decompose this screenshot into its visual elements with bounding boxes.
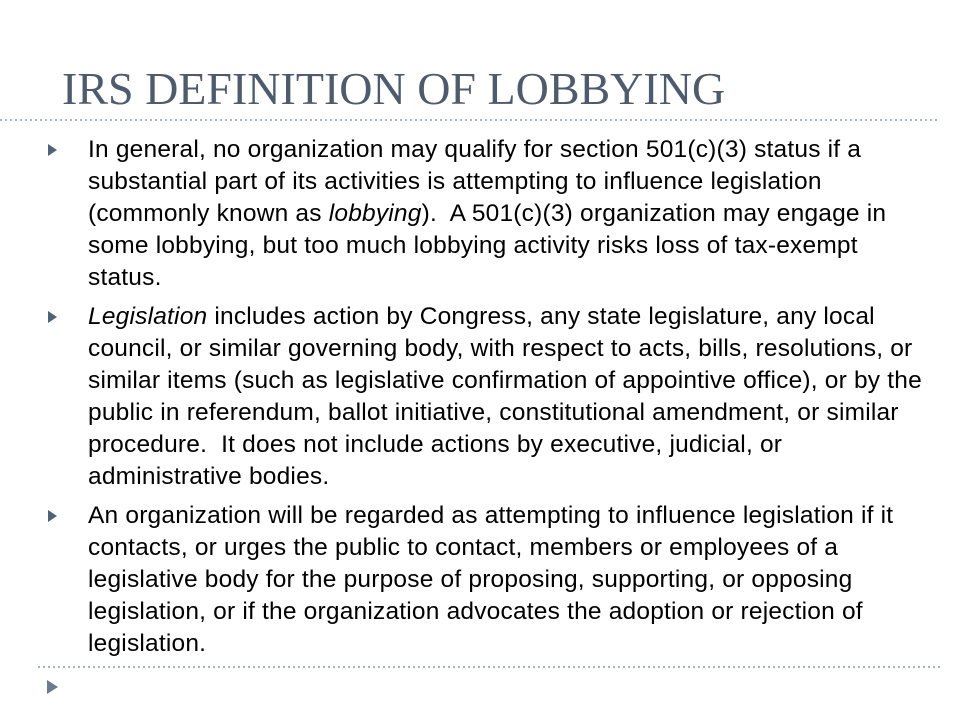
bullet-line: legislation, or if the organization advocates the adoption or rejection of xyxy=(88,598,863,625)
title-divider xyxy=(0,119,940,121)
triangle-bullet-icon xyxy=(48,510,57,522)
bullet-line: substantial part of its activities is attempting to influence legislation xyxy=(88,168,822,195)
slide-title: IRS DEFINITION OF LOBBYING xyxy=(62,63,726,114)
bullet-item xyxy=(0,500,960,660)
bullet-line: legislation. xyxy=(88,630,207,657)
triangle-bullet-icon xyxy=(48,144,57,156)
bullet-line: council, or similar governing body, with respect to acts, bills, resolutions, or xyxy=(88,335,913,362)
bullet-line: In general, no organization may qualify for section 501(c)(3) status if a xyxy=(88,136,862,163)
bullet-line: legislative body for the purpose of proposing, supporting, or opposing xyxy=(88,566,853,593)
triangle-bullet-icon xyxy=(48,311,57,323)
footer-divider xyxy=(38,666,940,668)
bullet-line: procedure. It does not include actions by executive, judicial, or xyxy=(88,431,783,458)
emphasized-term: Legislation xyxy=(88,303,208,330)
bullet-line: An organization will be regarded as attempting to influence legislation if it xyxy=(88,502,894,529)
bullet-line: public in referendum, ballot initiative, constitutional amendment, or similar xyxy=(88,399,899,426)
bullet-item xyxy=(0,301,960,493)
bullet-item xyxy=(0,134,960,294)
bullet-line xyxy=(88,301,960,333)
bullet-line: status. xyxy=(88,264,162,291)
bullet-line: administrative bodies. xyxy=(88,463,330,490)
bullet-line: similar items (such as legislative confirmation of appointive office), or by the xyxy=(88,367,922,394)
triangle-right-icon xyxy=(47,680,58,694)
bullet-list xyxy=(0,134,960,660)
line-text: (commonly known as xyxy=(88,200,329,227)
bullet-line: some lobbying, but too much lobbying activity risks loss of tax-exempt xyxy=(88,232,858,259)
bullet-line xyxy=(88,198,960,230)
line-text: includes action by Congress, any state legislature, any local xyxy=(207,303,875,330)
emphasized-term: lobbying xyxy=(328,200,422,227)
bullet-line: contacts, or urges the public to contact, members or employees of a xyxy=(88,534,839,561)
line-text: ). A 501(c)(3) organization may engage in xyxy=(421,200,887,227)
